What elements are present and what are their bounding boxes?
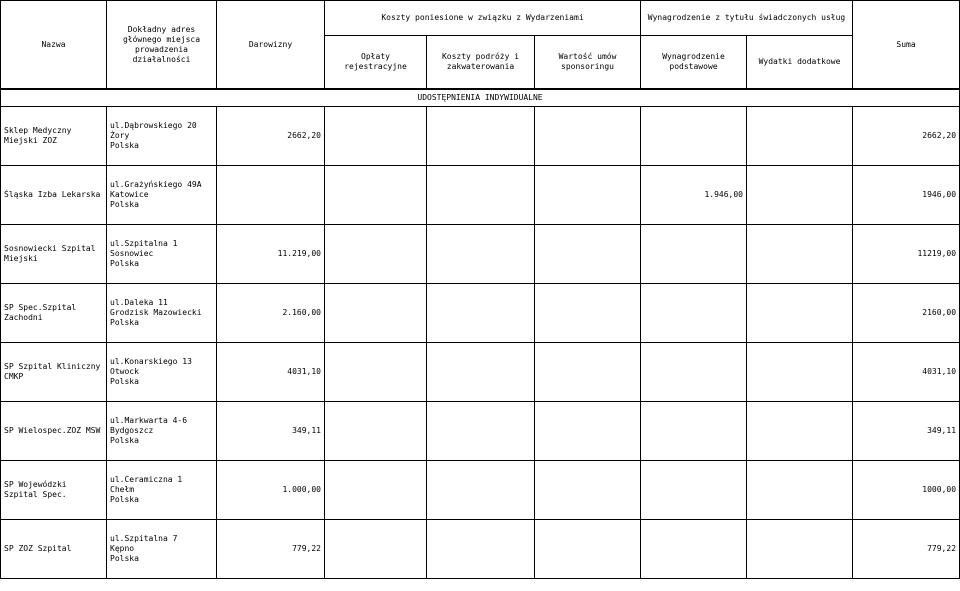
koszty-value bbox=[427, 284, 535, 343]
wydatki-value bbox=[747, 107, 853, 166]
koszty-value bbox=[427, 225, 535, 284]
oplaty-value bbox=[325, 461, 427, 520]
wartosc-value bbox=[535, 461, 641, 520]
wydatki-value bbox=[747, 520, 853, 579]
wynagrodzenie-value: 1.946,00 bbox=[641, 166, 747, 225]
oplaty-value bbox=[325, 520, 427, 579]
wartosc-value bbox=[535, 343, 641, 402]
table-row bbox=[1, 461, 960, 520]
oplaty-value bbox=[325, 343, 427, 402]
org-name: Sklep Medyczny Miejski ZOZ bbox=[1, 107, 107, 166]
table-row bbox=[1, 402, 960, 461]
wartosc-value bbox=[535, 166, 641, 225]
darowizny-value: 779,22 bbox=[217, 520, 325, 579]
org-name: Śląska Izba Lekarska bbox=[1, 166, 107, 225]
header-koszty-podrozy: Koszty podróży i zakwaterowania bbox=[427, 36, 535, 89]
oplaty-value bbox=[325, 402, 427, 461]
header-adres: Dokładny adres głównego miejsca prowadzenia działalności bbox=[107, 1, 217, 89]
header-nazwa: Nazwa bbox=[1, 1, 107, 89]
koszty-value bbox=[427, 520, 535, 579]
darowizny-value: 349,11 bbox=[217, 402, 325, 461]
suma-value: 4031,10 bbox=[853, 343, 960, 402]
header-wynagrodzenie-group: Wynagrodzenie z tytułu świadczonych usług bbox=[641, 1, 853, 36]
darowizny-value bbox=[217, 166, 325, 225]
suma-value: 2662,20 bbox=[853, 107, 960, 166]
wartosc-value bbox=[535, 284, 641, 343]
org-name: SP Szpital Kliniczny CMKP bbox=[1, 343, 107, 402]
wartosc-value bbox=[535, 520, 641, 579]
org-name: SP ZOZ Szpital bbox=[1, 520, 107, 579]
header-koszty-group: Koszty poniesione w związku z Wydarzeniami bbox=[325, 1, 641, 36]
wynagrodzenie-value bbox=[641, 225, 747, 284]
wynagrodzenie-value bbox=[641, 402, 747, 461]
oplaty-value bbox=[325, 225, 427, 284]
oplaty-value bbox=[325, 166, 427, 225]
header-wynagrodzenie-podstawowe: Wynagrodzenie podstawowe bbox=[641, 36, 747, 89]
darowizny-value: 11.219,00 bbox=[217, 225, 325, 284]
wydatki-value bbox=[747, 225, 853, 284]
suma-value: 779,22 bbox=[853, 520, 960, 579]
wydatki-value bbox=[747, 343, 853, 402]
wynagrodzenie-value bbox=[641, 461, 747, 520]
koszty-value bbox=[427, 343, 535, 402]
section-label: UDOSTĘPNIENIA INDYWIDUALNE bbox=[1, 90, 960, 107]
koszty-value bbox=[427, 166, 535, 225]
org-address: ul.Markwarta 4-6 Bydgoszcz Polska bbox=[107, 402, 217, 461]
header-wydatki-dodatkowe: Wydatki dodatkowe bbox=[747, 36, 853, 89]
wydatki-value bbox=[747, 284, 853, 343]
wynagrodzenie-value bbox=[641, 107, 747, 166]
suma-value: 11219,00 bbox=[853, 225, 960, 284]
table-row bbox=[1, 284, 960, 343]
table-row bbox=[1, 225, 960, 284]
darowizny-value: 2662,20 bbox=[217, 107, 325, 166]
header-wartosc-umow: Wartość umów sponsoringu bbox=[535, 36, 641, 89]
oplaty-value bbox=[325, 107, 427, 166]
org-address: ul.Szpitalna 1 Sosnowiec Polska bbox=[107, 225, 217, 284]
wartosc-value bbox=[535, 107, 641, 166]
darowizny-value: 2.160,00 bbox=[217, 284, 325, 343]
table-row bbox=[1, 520, 960, 579]
wynagrodzenie-value bbox=[641, 284, 747, 343]
table-row bbox=[1, 166, 960, 225]
suma-value: 1000,00 bbox=[853, 461, 960, 520]
oplaty-value bbox=[325, 284, 427, 343]
org-name: SP Wielospec.ZOZ MSW bbox=[1, 402, 107, 461]
koszty-value bbox=[427, 107, 535, 166]
header-suma: Suma bbox=[853, 1, 960, 89]
header-oplaty: Opłaty rejestracyjne bbox=[325, 36, 427, 89]
org-address: ul.Szpitalna 7 Kępno Polska bbox=[107, 520, 217, 579]
org-address: ul.Grażyńskiego 49A Katowice Polska bbox=[107, 166, 217, 225]
org-name: SP Spec.Szpital Zachodni bbox=[1, 284, 107, 343]
suma-value: 1946,00 bbox=[853, 166, 960, 225]
org-address: ul.Dąbrowskiego 20 Żory Polska bbox=[107, 107, 217, 166]
wydatki-value bbox=[747, 461, 853, 520]
darowizny-value: 1.000,00 bbox=[217, 461, 325, 520]
org-address: ul.Daleka 11 Grodzisk Mazowiecki Polska bbox=[107, 284, 217, 343]
org-address: ul.Ceramiczna 1 Chełm Polska bbox=[107, 461, 217, 520]
table-row bbox=[1, 107, 960, 166]
org-name: SP Wojewódzki Szpital Spec. bbox=[1, 461, 107, 520]
suma-value: 349,11 bbox=[853, 402, 960, 461]
darowizny-value: 4031,10 bbox=[217, 343, 325, 402]
suma-value: 2160,00 bbox=[853, 284, 960, 343]
org-address: ul.Konarskiego 13 Otwock Polska bbox=[107, 343, 217, 402]
wydatki-value bbox=[747, 166, 853, 225]
table-row bbox=[1, 343, 960, 402]
wydatki-value bbox=[747, 402, 853, 461]
koszty-value bbox=[427, 402, 535, 461]
wynagrodzenie-value bbox=[641, 520, 747, 579]
header-darowizny: Darowizny bbox=[217, 1, 325, 89]
wynagrodzenie-value bbox=[641, 343, 747, 402]
table-body bbox=[1, 107, 960, 579]
org-name: Sosnowiecki Szpital Miejski bbox=[1, 225, 107, 284]
wartosc-value bbox=[535, 225, 641, 284]
koszty-value bbox=[427, 461, 535, 520]
wartosc-value bbox=[535, 402, 641, 461]
